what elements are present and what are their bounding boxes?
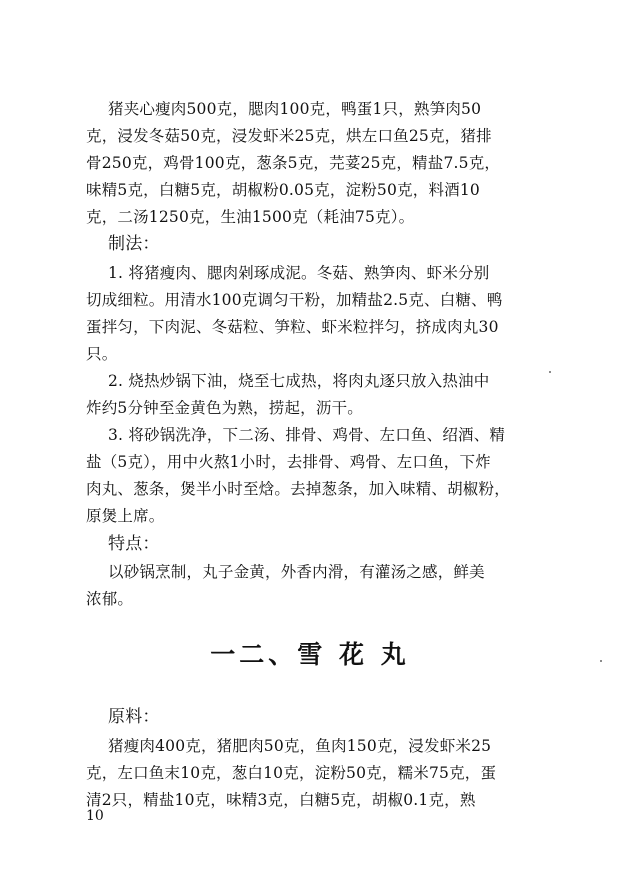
raw-line-3: 清2只，精盐10克，味精3克，白糖5克，胡椒0.1克，熟 xyxy=(86,791,476,809)
step1-line-1: 1. 将猪瘦肉、腮肉剁琢成泥。冬菇、熟笋肉、虾米分别 xyxy=(108,264,490,282)
ingredients-line-5: 克，二汤1250克，生油1500克（耗油75克）。 xyxy=(86,208,415,226)
raw-line-1: 猪瘦肉400克，猪肥肉50克，鱼肉150克，浸发虾米25 xyxy=(108,737,492,755)
scan-speck xyxy=(549,371,551,373)
step1-line-4: 只。 xyxy=(86,345,118,363)
ingredients-line-1: 猪夹心瘦肉500克，腮肉100克，鸭蛋1只，熟笋肉50 xyxy=(108,100,482,118)
features-heading: 特点： xyxy=(108,534,160,554)
raw-line-2: 克，左口鱼末10克，葱白10克，淀粉50克，糯米75克，蛋 xyxy=(86,764,497,782)
page-number: 10 xyxy=(86,808,104,824)
step1-line-2: 切成细粒。用清水100克调匀干粉，加精盐2.5克、白糖、鸭 xyxy=(86,291,503,309)
raw-heading: 原料： xyxy=(108,707,160,727)
ingredients-line-2: 克，浸发冬菇50克，浸发虾米25克，烘左口鱼25克，猪排 xyxy=(86,127,492,145)
section-title: 一二、雪 花 丸 xyxy=(210,640,410,669)
ingredients-line-4: 味精5克，白糖5克，胡椒粉0.05克，淀粉50克，料酒10 xyxy=(86,181,480,199)
features-line-1: 以砂锅烹制，丸子金黄，外香内滑，有灌汤之感，鲜美 xyxy=(108,563,485,581)
step2-line-1: 2. 烧热炒锅下油，烧至七成热，将肉丸逐只放入热油中 xyxy=(108,372,490,390)
method-heading: 制法： xyxy=(108,234,160,254)
step1-line-3: 蛋拌匀，下肉泥、冬菇粒、笋粒、虾米粒拌匀，挤成肉丸30 xyxy=(86,318,499,336)
step3-line-1: 3. 将砂锅洗净，下二汤、排骨、鸡骨、左口鱼、绍酒、精 xyxy=(108,426,506,444)
step2-line-2: 炸约5分钟至金黄色为熟，捞起，沥干。 xyxy=(86,399,363,417)
step3-line-2: 盐（5克），用中火熬1小时，去排骨、鸡骨、左口鱼，下炸 xyxy=(86,453,491,471)
features-line-2: 浓郁。 xyxy=(86,590,134,608)
scan-speck xyxy=(600,660,602,662)
step3-line-4: 原煲上席。 xyxy=(86,507,165,525)
step3-line-3: 肉丸、葱条，煲半小时至焓。去掉葱条，加入味精、胡椒粉， xyxy=(86,480,510,498)
ingredients-line-3: 骨250克，鸡骨100克，葱条5克，芫荽25克，精盐7.5克， xyxy=(86,154,501,172)
